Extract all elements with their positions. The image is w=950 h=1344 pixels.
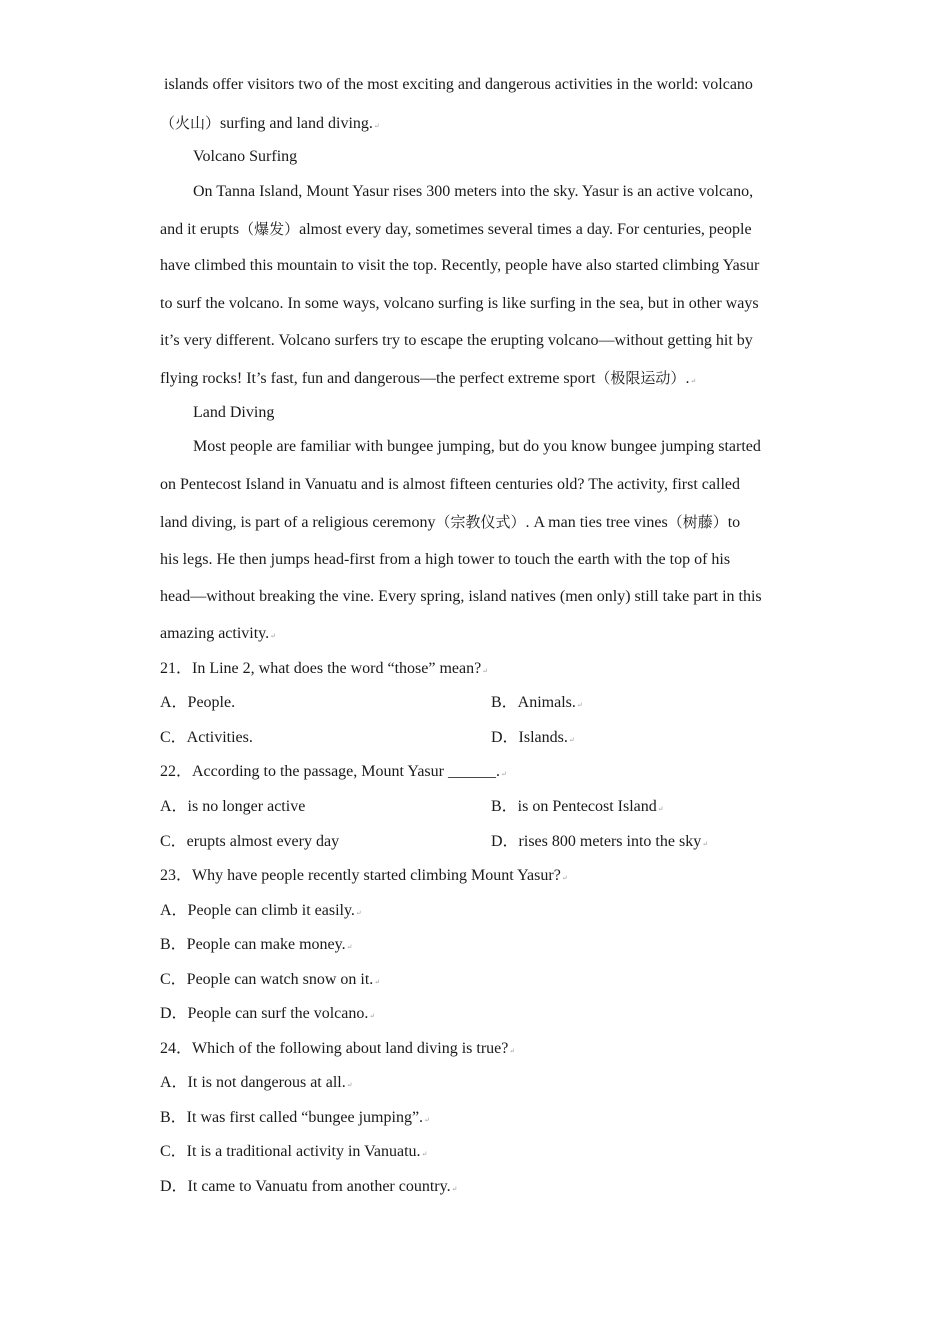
chinese-gloss: （树藤） xyxy=(667,513,728,531)
question-21-option-c xyxy=(160,728,253,748)
option-text: C．People can watch snow on it. xyxy=(160,971,374,988)
question-23-option-d: D．People can surf the volcano.↵ xyxy=(160,1005,376,1022)
paragraph-1-line-2 xyxy=(160,219,752,240)
question-21-stem: 21．In Line 2, what does the word “those” mean?↵ xyxy=(160,660,489,677)
question-23-option-c: C．People can watch snow on it.↵ xyxy=(160,971,381,988)
heading-text: Volcano Surfing xyxy=(193,148,298,165)
option-text: B．It was first called “bungee jumping”. xyxy=(160,1109,424,1126)
chinese-gloss: （火山） xyxy=(160,114,221,132)
option-text: D．rises 800 meters into the sky xyxy=(491,833,702,850)
heading-text: Land Diving xyxy=(193,404,275,421)
paragraph-1-line-3 xyxy=(160,256,759,276)
passage-text: amazing activity. xyxy=(160,625,270,642)
option-text: B．People can make money. xyxy=(160,936,346,953)
option-text: D．People can surf the volcano. xyxy=(160,1005,369,1022)
passage-text: . xyxy=(685,370,690,387)
question-text: 21．In Line 2, what does the word “those” mean? xyxy=(160,660,482,677)
question-text: 24．Which of the following about land diving is true? xyxy=(160,1040,509,1057)
question-22-option-b: B．is on Pentecost Island↵ xyxy=(491,798,664,815)
passage-text: have climbed this mountain to visit the top. Recently, people have also started climbing Yasur xyxy=(160,257,760,274)
paragraph-2-line-4 xyxy=(160,550,730,570)
passage-text: head—without breaking the vine. Every spring, island natives (men only) still take part in this xyxy=(160,588,762,605)
passage-text: on Pentecost Island in Vanuatu and is almost fifteen centuries old? The activity, first called xyxy=(160,476,740,493)
passage-text: and it erupts xyxy=(160,221,240,238)
question-24-option-d: D．It came to Vanuatu from another country.↵ xyxy=(160,1178,458,1195)
paragraph-2-line-3 xyxy=(160,512,740,533)
option-text: B．is on Pentecost Island xyxy=(491,798,657,815)
question-24-stem: 24．Which of the following about land diving is true?↵ xyxy=(160,1040,516,1057)
paragraph-2-line-2 xyxy=(160,475,740,495)
question-21-option-a xyxy=(160,693,235,713)
passage-text: almost every day, sometimes several times a day. For centuries, people xyxy=(299,221,752,238)
question-22-stem: 22．According to the passage, Mount Yasur ______.↵ xyxy=(160,763,507,780)
option-text: C．It is a traditional activity in Vanuatu. xyxy=(160,1143,421,1160)
passage-text: to surf the volcano. In some ways, volcano surfing is like surfing in the sea, but in other ways xyxy=(160,295,759,312)
option-text: C．Activities. xyxy=(160,729,253,746)
question-22-option-a xyxy=(160,797,305,817)
question-24-option-b: B．It was first called “bungee jumping”.↵ xyxy=(160,1109,430,1126)
option-text: A．is no longer active xyxy=(160,798,306,815)
paragraph-1-line-4 xyxy=(160,294,759,314)
question-23-stem: 23．Why have people recently started climbing Mount Yasur?↵ xyxy=(160,867,568,884)
passage-line-1 xyxy=(164,75,753,95)
chinese-gloss: （爆发） xyxy=(239,220,300,238)
paragraph-1-line-5 xyxy=(160,331,753,351)
option-text: A．People can climb it easily. xyxy=(160,902,355,919)
paragraph-1-line-1 xyxy=(193,182,753,202)
chinese-gloss: （宗教仪式） xyxy=(435,513,526,531)
option-text: D．It came to Vanuatu from another country. xyxy=(160,1178,451,1195)
passage-text: Most people are familiar with bungee jumping, but do you know bungee jumping started xyxy=(193,438,761,455)
question-23-option-a: A．People can climb it easily.↵ xyxy=(160,902,362,919)
paragraph-2-line-1 xyxy=(193,437,761,457)
passage-text: On Tanna Island, Mount Yasur rises 300 meters into the sky. Yasur is an active volcano, xyxy=(193,183,754,200)
option-text: A．People. xyxy=(160,694,236,711)
question-23-option-b: B．People can make money.↵ xyxy=(160,936,353,953)
question-21-option-b: B．Animals.↵ xyxy=(491,694,583,711)
passage-text: surfing and land diving. xyxy=(220,115,373,132)
section-heading-volcano-surfing xyxy=(193,147,297,167)
passage-text: . A man ties tree vines xyxy=(525,514,668,531)
passage-line-2: （火山）surfing and land diving.↵ xyxy=(160,114,380,132)
question-21-option-d: D．Islands.↵ xyxy=(491,729,575,746)
passage-text: his legs. He then jumps head-first from a high tower to touch the earth with the top of his xyxy=(160,551,731,568)
passage-text: land diving, is part of a religious ceremony xyxy=(160,514,436,531)
option-text: B．Animals. xyxy=(491,694,576,711)
question-24-option-c: C．It is a traditional activity in Vanuatu.↵ xyxy=(160,1143,428,1160)
passage-text: to xyxy=(727,514,741,531)
question-24-option-a: A．It is not dangerous at all.↵ xyxy=(160,1074,353,1091)
passage-text: flying rocks! It’s fast, fun and dangerous—the perfect extreme sport xyxy=(160,370,596,387)
chinese-gloss: （极限运动） xyxy=(595,369,686,387)
paragraph-2-line-5 xyxy=(160,587,762,607)
question-22-option-d: D．rises 800 meters into the sky↵ xyxy=(491,833,709,850)
passage-text: islands offer visitors two of the most exciting and dangerous activities in the world: volcano xyxy=(164,76,753,93)
section-heading-land-diving xyxy=(193,403,274,423)
option-text: A．It is not dangerous at all. xyxy=(160,1074,346,1091)
question-text: 23．Why have people recently started climbing Mount Yasur? xyxy=(160,867,561,884)
passage-text: it’s very different. Volcano surfers try to escape the erupting volcano—without getting hit by xyxy=(160,332,753,349)
paragraph-2-line-6: amazing activity.↵ xyxy=(160,625,277,642)
option-text: D．Islands. xyxy=(491,729,568,746)
question-22-option-c xyxy=(160,832,339,852)
question-text: 22．According to the passage, Mount Yasur ______. xyxy=(160,763,500,780)
option-text: C．erupts almost every day xyxy=(160,833,340,850)
paragraph-1-line-6: flying rocks! It’s fast, fun and dangerous—the perfect extreme sport（极限运动）.↵ xyxy=(160,369,697,387)
